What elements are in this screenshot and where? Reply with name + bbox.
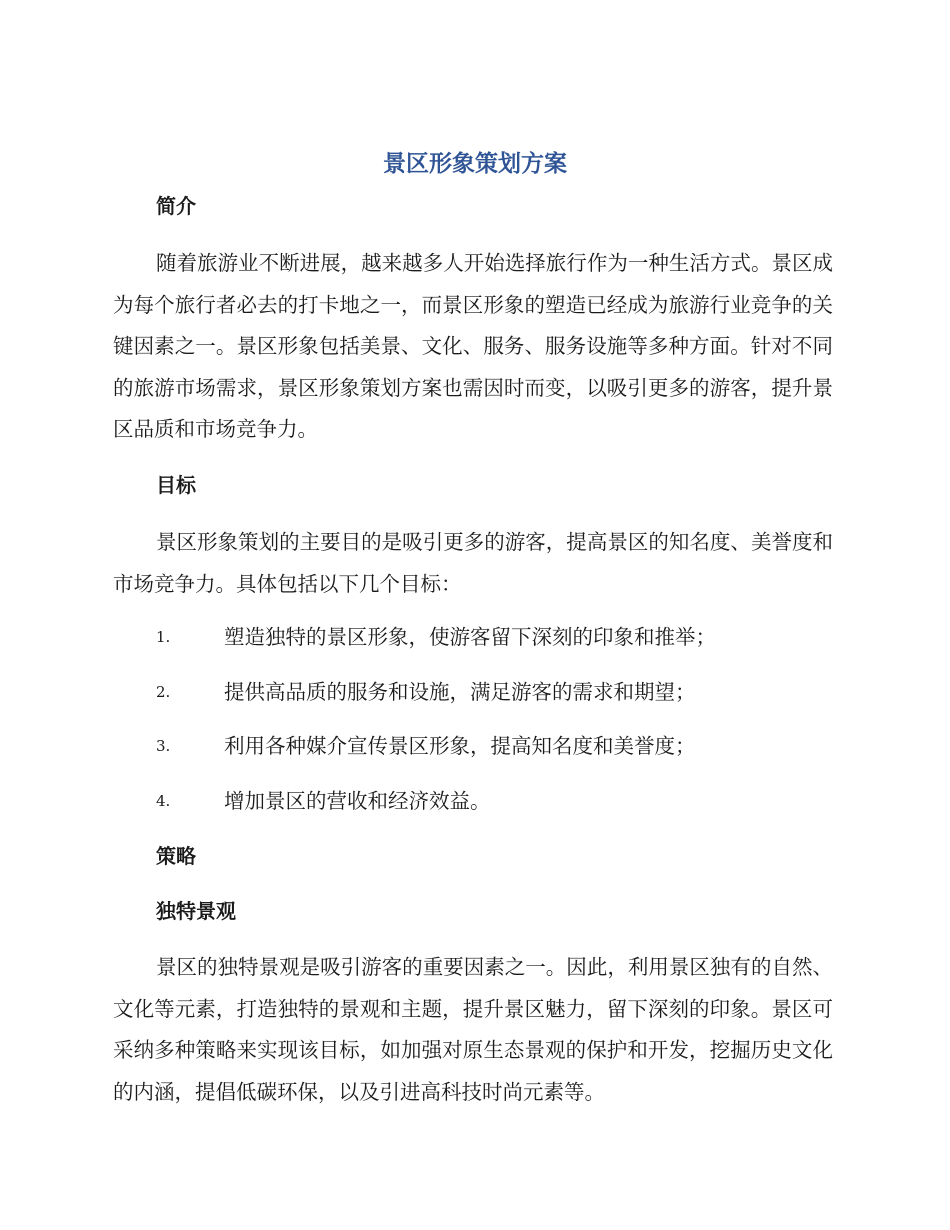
list-number: 2. bbox=[156, 683, 171, 701]
strategy-paragraph: 景区的独特景观是吸引游客的重要因素之一。因此，利用景区独有的自然、文化等元素，打造独特的景观和主题，提升景区魅力，留下深刻的印象。景区可采纳多种策略来实现该目标，如加强对原生态景观的保护和开发，挖掘历史文化的内涵，提倡低碳环保，以及引进高科技时尚元素等。 bbox=[113, 955, 833, 1104]
list-number: 1. bbox=[156, 628, 171, 646]
list-text: 提供高品质的服务和设施，满足游客的需求和期望； bbox=[224, 680, 696, 704]
intro-heading: 简介 bbox=[156, 194, 196, 218]
strategy-subheading: 独特景观 bbox=[156, 899, 236, 923]
document-title: 景区形象策划方案 bbox=[383, 151, 567, 177]
list-text: 增加景区的营收和经济效益。 bbox=[224, 789, 491, 813]
strategy-heading: 策略 bbox=[156, 844, 196, 868]
goals-heading: 目标 bbox=[156, 473, 196, 497]
list-number: 4. bbox=[156, 792, 171, 810]
list-text: 塑造独特的景区形象，使游客留下深刻的印象和推举； bbox=[224, 625, 716, 649]
list-text: 利用各种媒介宣传景区形象，提高知名度和美誉度； bbox=[224, 734, 696, 758]
goals-paragraph: 景区形象策划的主要目的是吸引更多的游客，提高景区的知名度、美誉度和市场竞争力。具体包括以下几个目标： bbox=[113, 530, 833, 596]
list-number: 3. bbox=[156, 737, 171, 755]
intro-paragraph: 随着旅游业不断进展，越来越多人开始选择旅行作为一种生活方式。景区成为每个旅行者必去的打卡地之一，而景区形象的塑造已经成为旅游行业竞争的关键因素之一。景区形象包括美景、文化、服务、服务设施等多种方面。针对不同的旅游市场需求，景区形象策划方案也需因时而变，以吸引更多的游客，提升景区品质和市场竞争力。 bbox=[113, 251, 833, 441]
